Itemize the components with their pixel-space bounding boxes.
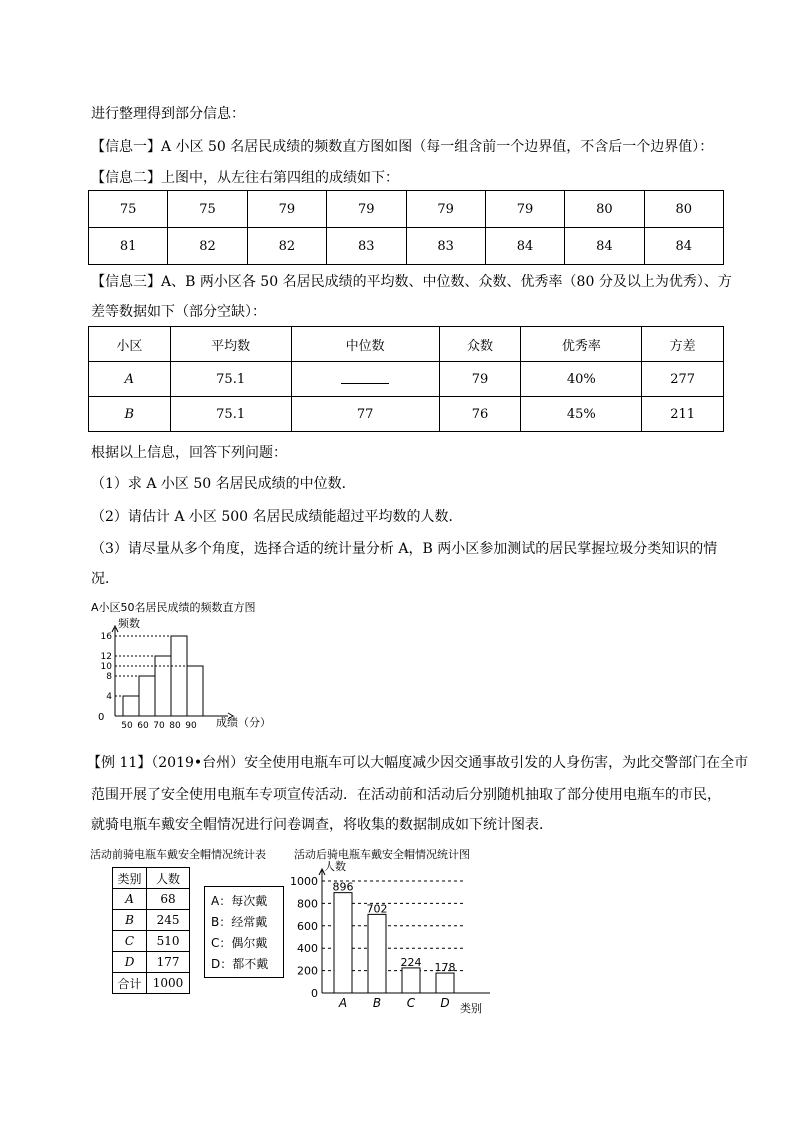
stats-variance: 211 (642, 397, 724, 432)
stats-excellent: 40% (521, 362, 642, 397)
y-axis-label: 人数 (324, 860, 346, 873)
before-header: 人数 (147, 868, 190, 889)
score-cell: 82 (247, 228, 326, 265)
stats-table (88, 326, 724, 432)
stats-row-name: B (89, 397, 171, 432)
stats-header: 小区 (89, 327, 171, 362)
example-line3: 就骑电瓶车戴安全帽情况进行问卷调查，将收集的数据制成如下统计图表． (91, 817, 553, 833)
x-tick-label: A (338, 996, 348, 1010)
score-cell: 79 (247, 191, 326, 228)
stats-mean: 75.1 (170, 362, 291, 397)
histogram-title: A小区50名居民成绩的频数直方图 (91, 601, 256, 614)
info-three-line1: 【信息三】A、B 两小区各 50 名居民成绩的平均数、中位数、众数、优秀率（80 分及以上为优秀）、方 (91, 274, 732, 290)
bar-value-label: 702 (366, 902, 388, 916)
score-cell: 84 (565, 228, 644, 265)
bar (402, 968, 420, 993)
scores-table (88, 190, 724, 265)
y-tick-label: 0 (311, 987, 318, 1000)
before-category: D (113, 952, 147, 973)
after-bar-chart (280, 858, 500, 1018)
legend-item: A：每次戴 (211, 894, 268, 908)
score-cell: 75 (168, 191, 247, 228)
answer-blank (341, 371, 389, 384)
x-tick-label: 90 (185, 721, 197, 731)
stats-row-name: A (89, 362, 171, 397)
question-3-line2: 况． (91, 571, 119, 587)
score-cell: 79 (485, 191, 564, 228)
bar-value-label: 224 (400, 955, 422, 969)
y-tick-label: 8 (106, 672, 112, 682)
before-table (112, 867, 190, 994)
x-axis-label: 成绩（分） (216, 716, 271, 729)
score-cell: 83 (327, 228, 406, 265)
legend-item: C：偶尔戴 (211, 936, 268, 950)
bar-value-label: 178 (434, 961, 456, 975)
example-line1: 【例 11】（2019•台州）安全使用电瓶车可以大幅度减少因交通事故引发的人身伤害，为此交警部门在全市 (87, 755, 749, 771)
legend-item: D：都不戴 (211, 957, 269, 971)
before-table-title: 活动前骑电瓶车戴安全帽情况统计表 (90, 848, 266, 861)
stats-mode: 76 (439, 397, 521, 432)
stats-variance: 277 (642, 362, 724, 397)
stats-excellent: 45% (521, 397, 642, 432)
bar (368, 914, 386, 993)
stats-header: 优秀率 (521, 327, 642, 362)
score-cell: 83 (406, 228, 485, 265)
stats-mean: 75.1 (170, 397, 291, 432)
histogram-bar (187, 666, 203, 716)
before-total-label: 合计 (113, 973, 147, 994)
stats-header: 平均数 (170, 327, 291, 362)
score-cell: 80 (644, 191, 723, 228)
stats-median-blank (291, 362, 439, 397)
x-tick-label: 50 (121, 721, 133, 731)
info-three-line2: 差等数据如下（部分空缺）： (91, 304, 266, 320)
stats-header: 众数 (439, 327, 521, 362)
origin-label: 0 (98, 712, 105, 723)
histogram-chart (88, 612, 288, 732)
after-chart-title: 活动后骑电瓶车戴安全帽情况统计图 (294, 848, 470, 861)
score-cell: 84 (485, 228, 564, 265)
score-cell: 81 (89, 228, 168, 265)
x-tick-label: 70 (153, 721, 165, 731)
y-tick-label: 4 (106, 692, 112, 702)
y-tick-label: 12 (100, 652, 112, 662)
before-total: 1000 (147, 973, 190, 994)
stats-header: 中位数 (291, 327, 439, 362)
stats-header: 方差 (642, 327, 724, 362)
before-category: B (113, 910, 147, 931)
histogram-bar (171, 636, 187, 716)
histogram-bar (155, 656, 171, 716)
x-tick-label: D (440, 996, 450, 1010)
y-tick-label: 600 (297, 919, 318, 933)
score-cell: 82 (168, 228, 247, 265)
y-tick-label: 800 (297, 897, 318, 911)
x-tick-label: 60 (137, 721, 149, 731)
bar (334, 893, 352, 993)
stats-mode: 79 (439, 362, 521, 397)
before-category: A (113, 889, 147, 910)
x-axis-label: 类别 (460, 1002, 482, 1015)
y-tick-label: 10 (100, 662, 112, 672)
before-count: 245 (147, 910, 190, 931)
question-3-line1: （3）请尽量从多个角度，选择合适的统计量分析 A，B 两小区参加测试的居民掌握垃圾分类知识的情 (91, 541, 718, 557)
before-count: 510 (147, 931, 190, 952)
y-tick-label: 400 (297, 942, 318, 956)
x-tick-label: C (406, 996, 416, 1010)
info-two: 【信息二】上图中，从左往右第四组的成绩如下： (91, 170, 399, 186)
legend-item: B：经常戴 (211, 915, 268, 929)
question-1: （1）求 A 小区 50 名居民成绩的中位数． (91, 476, 356, 492)
score-cell: 75 (89, 191, 168, 228)
stats-median: 77 (291, 397, 439, 432)
before-header: 类别 (113, 868, 147, 889)
histogram-bar (139, 676, 155, 716)
bar (436, 973, 454, 993)
y-tick-label: 200 (297, 964, 318, 978)
y-tick-label: 16 (100, 632, 112, 642)
before-count: 68 (147, 889, 190, 910)
y-axis-label: 频数 (118, 617, 140, 630)
score-cell: 80 (565, 191, 644, 228)
example-line2: 范围开展了安全使用电瓶车专项宣传活动．在活动前和活动后分别随机抽取了部分使用电瓶车的市民， (91, 787, 721, 803)
score-cell: 84 (644, 228, 723, 265)
before-count: 177 (147, 952, 190, 973)
y-tick-label: 1000 (290, 875, 318, 888)
score-cell: 79 (406, 191, 485, 228)
histogram-bar (123, 696, 139, 716)
question-2: （2）请估计 A 小区 500 名居民成绩能超过平均数的人数． (91, 509, 463, 525)
score-cell: 79 (327, 191, 406, 228)
category-legend (204, 886, 284, 978)
bar-value-label: 896 (332, 880, 354, 894)
info-one: 【信息一】A 小区 50 名居民成绩的频数直方图如图（每一组含前一个边界值，不含后一个边界值）： (91, 139, 714, 155)
intro-text: 进行整理得到部分信息： (91, 106, 245, 122)
question-intro: 根据以上信息，回答下列问题： (91, 445, 287, 461)
before-category: C (113, 931, 147, 952)
x-tick-label: 80 (169, 721, 181, 731)
x-tick-label: B (372, 996, 382, 1010)
